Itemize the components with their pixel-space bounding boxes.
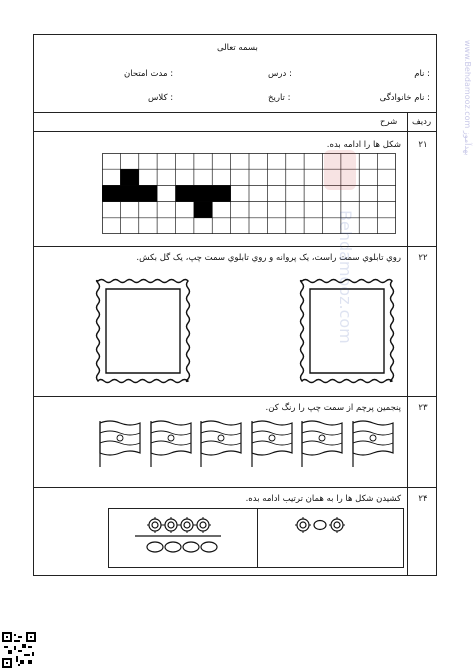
column-header-divider [34,131,436,132]
description-column-header: شرح [380,117,398,127]
sequence-example [109,509,257,567]
row-divider-3 [34,487,436,488]
lesson-label: درس : [268,69,292,79]
gear-shape-1 [149,519,161,531]
gear-shape-3 [181,519,193,531]
row-column-header: ردیف [412,117,432,127]
left-stamp-frame [94,277,194,387]
bismillah-heading: بسمه تعالی [217,43,258,53]
question-number-23: ۲۳ [418,403,428,413]
column-divider [407,112,408,576]
side-watermark: www.Behdamooz.com بهدآموز [463,40,472,156]
flag-1 [96,419,142,469]
question-22-text: روي تابلوي سمت راست، یک پروانه و روي تابلوي سمت چپ، یک گل بکش. [136,253,401,263]
exam-sheet [33,34,437,576]
date-label: تاریخ : [268,93,291,103]
duration-label: مدت امتحان : [124,69,174,79]
gear-shape-4 [197,519,209,531]
question-number-21: ۲۱ [418,140,428,150]
watermark-logo [320,150,360,430]
question-21-text: شکل ها را ادامه بده. [326,140,401,150]
flag-2 [147,419,193,469]
question-23-text: پنجمین پرچم از سمت چپ را رنگ کن. [265,403,401,413]
family-name-label: نام خانوادگی : [379,93,430,103]
row-divider-2 [34,396,436,397]
header-divider [34,112,436,113]
sequence-box [108,508,404,568]
watermark-text: Behdamooz.com [336,210,355,344]
question-24-text: کشیدن شکل ها را به همان ترتیب ادامه بده. [245,494,401,504]
sequence-to-continue [258,509,404,567]
class-label: کلاس : [148,93,174,103]
question-number-22: ۲۲ [418,253,428,263]
flag-4 [248,419,294,469]
row-divider-1 [34,246,436,247]
flag-3 [197,419,243,469]
name-label: نام : [414,69,430,79]
question-number-24: ۲۴ [418,494,428,504]
qr-code [2,632,36,668]
gear-shape-2 [165,519,177,531]
